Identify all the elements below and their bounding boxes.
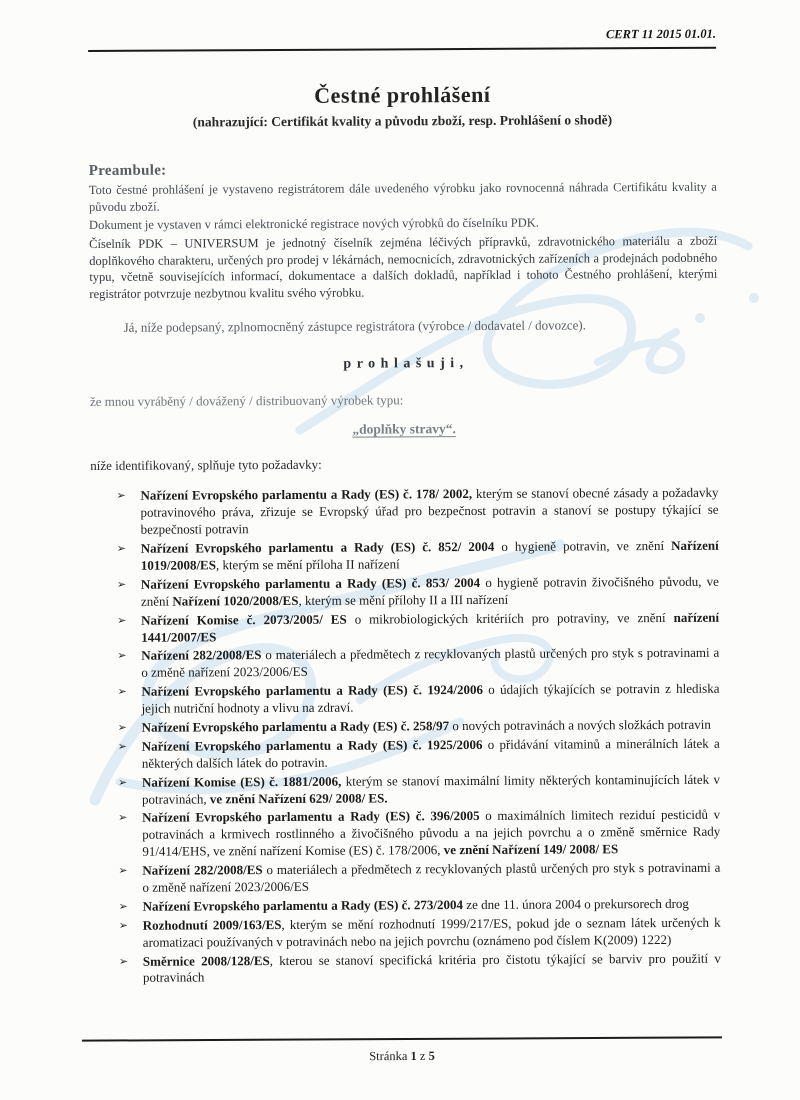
footer-page-number: 1 <box>410 1048 417 1063</box>
document-header-reference: CERT 11 2015 01.01. <box>88 27 716 52</box>
title-block <box>88 81 716 131</box>
bullet-arrow-icon: ➢ <box>116 489 126 503</box>
requirement-item <box>118 914 721 951</box>
bullet-arrow-icon: ➢ <box>118 863 128 877</box>
requirement-item <box>117 771 720 808</box>
declaration-word: p r o h l a š u j i , <box>343 356 465 373</box>
bullet-arrow-icon: ➢ <box>116 541 126 555</box>
preamble-heading: Preambule: <box>88 162 167 179</box>
bullet-arrow-icon: ➢ <box>117 720 127 734</box>
footer-of-label: z <box>419 1048 426 1063</box>
requirement-text: Nařízení Evropského parlamentu a Rady (ES) č. 178/ 2002, kterým se stanoví obecné zásady a požadavky potravinového práva, zřizuje se Evropský úřad pro bezpečnost potravin a stanoví se postupy týkající se bezpečnosti potravin <box>140 485 719 537</box>
page-subtitle: (nahrazující: Certifikát kvality a původu zboží, resp. Prohlášení o shodě) <box>192 112 613 130</box>
requirement-item <box>117 716 720 737</box>
preamble-paragraph: Dokument je vystaven v rámci elektronické registrace nových výrobků do číselníku PDK. <box>88 215 539 233</box>
requirement-item <box>118 895 721 916</box>
bullet-arrow-icon: ➢ <box>117 775 128 789</box>
requirement-text: Směrnice 2008/128/ES, kterou se stanoví specifická kritéria pro čistotu týkající se barviv pro použití v potravinách <box>142 950 721 986</box>
requirement-item <box>116 537 719 575</box>
requirement-text: Nařízení Evropského parlamentu a Rady (ES) č. 852/ 2004 o hygieně potravin, ve znění Nařízení 1019/2008/ES, kterým se mění příloha II nařízení <box>140 537 719 573</box>
bullet-arrow-icon: ➢ <box>117 649 127 663</box>
preamble-paragraph: Toto čestné prohlášení je vystaveno registrátorem dále uvedeného výrobku jako rovnocenná náhrada Certifikátu kvality a původu zboží. <box>88 179 717 214</box>
requirement-text: Nařízení Evropského parlamentu a Rady (ES) č. 273/2004 ze dne 11. února 2004 o prekursorech drog <box>142 895 689 914</box>
requirement-item <box>119 681 719 718</box>
requirement-item <box>118 485 718 539</box>
product-type-intro: že mnou vyráběný / dovážený / distribuovaný výrobek typu: <box>89 392 404 410</box>
requirement-text: Rozhodnutí 2009/163/ES, kterým se mění rozhodnutí 1999/217/ES, pokud jde o seznam látek určených k aromatizaci používaných v potravinách nebo na jejich povrchu (oznámeno pod číslem K(2009) 1222) <box>142 914 721 950</box>
requirements-intro: níže identifikovaný, splňuje tyto požadavky: <box>90 457 322 474</box>
requirement-item <box>116 573 719 611</box>
bullet-arrow-icon: ➢ <box>118 918 128 932</box>
bullet-arrow-icon: ➢ <box>116 577 127 591</box>
requirement-text: Nařízení Komise č. 2073/2005/ ES o mikrobiologických kritériích pro potraviny, ve znění nařízení 1441/2007/ES <box>141 609 720 645</box>
requirement-item <box>118 950 721 987</box>
bullet-arrow-icon: ➢ <box>117 684 127 699</box>
requirement-text: Nařízení Komise (ES) č. 1881/2006, kterým se stanoví maximální limity některých kontaminujících látek v potravinách, ve znění Nařízení 629/ 2008/ ES. <box>141 771 720 807</box>
declaration-intro: Já, níže podepsaný, zplnomocněný zástupce registrátora (výrobce / dodavatel / dovozce). <box>123 317 586 336</box>
footer-page-label: Stránka <box>369 1048 408 1064</box>
page-title: Čestné prohlášení <box>314 81 491 108</box>
bullet-arrow-icon: ➢ <box>118 811 128 825</box>
requirement-text: Nařízení 282/2008/ES o materiálech a předmětech z recyklovaných plastů určených pro styk s potravinami a o změně nařízení 2023/2006/ES <box>142 859 721 895</box>
requirement-item <box>119 609 719 646</box>
product-type-value: „doplňky stravy“. <box>352 421 456 437</box>
requirements-list <box>90 485 721 987</box>
requirement-item <box>120 860 720 897</box>
requirement-text: Nařízení Evropského parlamentu a Rady (ES) č. 1924/2006 o údajích týkajících se potravin z hlediska jejich nutriční hodnoty a vlivu na zdraví. <box>141 680 720 716</box>
requirement-text: Nařízení Evropského parlamentu a Rady (ES) č. 1925/2006 o přidávání vitaminů a minerálních látek a některých dalších látek do potravin. <box>141 735 720 771</box>
requirement-text: Nařízení Evropského parlamentu a Rady (ES) č. 853/ 2004 o hygieně potravin živočišného původu, ve znění Nařízení 1020/2008/ES, kterým se mění přílohy II a III nařízení <box>140 573 719 609</box>
bullet-arrow-icon: ➢ <box>118 899 128 913</box>
requirement-item <box>117 735 720 773</box>
requirement-text: Nařízení 282/2008/ES o materiálech a předmětech z recyklovaných plastů určených pro styk s potravinami a o změně nařízení 2023/2006/ES <box>141 645 720 681</box>
requirement-item <box>120 807 720 861</box>
preamble-section <box>89 179 718 303</box>
bullet-arrow-icon: ➢ <box>117 613 127 627</box>
requirement-text: Nařízení Evropského parlamentu a Rady (ES) č. 396/2005 o maximálních limitech reziduí pesticidů v potravinách a krmivech rostlinného a živočišného původu a na jejich povrchu a o změně směrnice Rady 91/414/EHS, ve znění nařízení Komise (ES) č. 178/2006, ve znění Nařízení 149/ 2008/ ES <box>142 807 721 859</box>
footer-total-pages: 5 <box>428 1048 435 1063</box>
bullet-arrow-icon: ➢ <box>117 739 128 753</box>
bullet-arrow-icon: ➢ <box>118 954 129 968</box>
preamble-paragraph: Číselník PDK – UNIVERSUM je jednotný číselník zejména léčivých přípravků, zdravotnického materiálu a zboží doplňkového charakteru, určených pro prodej v lékárnách, nemocnicích, zdravotnických zařízeních a prodejnách podobného typu, včetně souvisejících informací, dokumentace a dalších dokladů, například i tohoto Čestného prohlášení, kterými registrátor potvrzuje nezbytnou kvalitu svého výrobku. <box>89 233 718 301</box>
requirement-text: Nařízení Evropského parlamentu a Rady (ES) č. 258/97 o nových potravinách a nových složkách potravin <box>141 716 711 735</box>
page-footer <box>82 1036 722 1065</box>
document-content <box>88 27 721 990</box>
requirement-item <box>119 645 719 682</box>
